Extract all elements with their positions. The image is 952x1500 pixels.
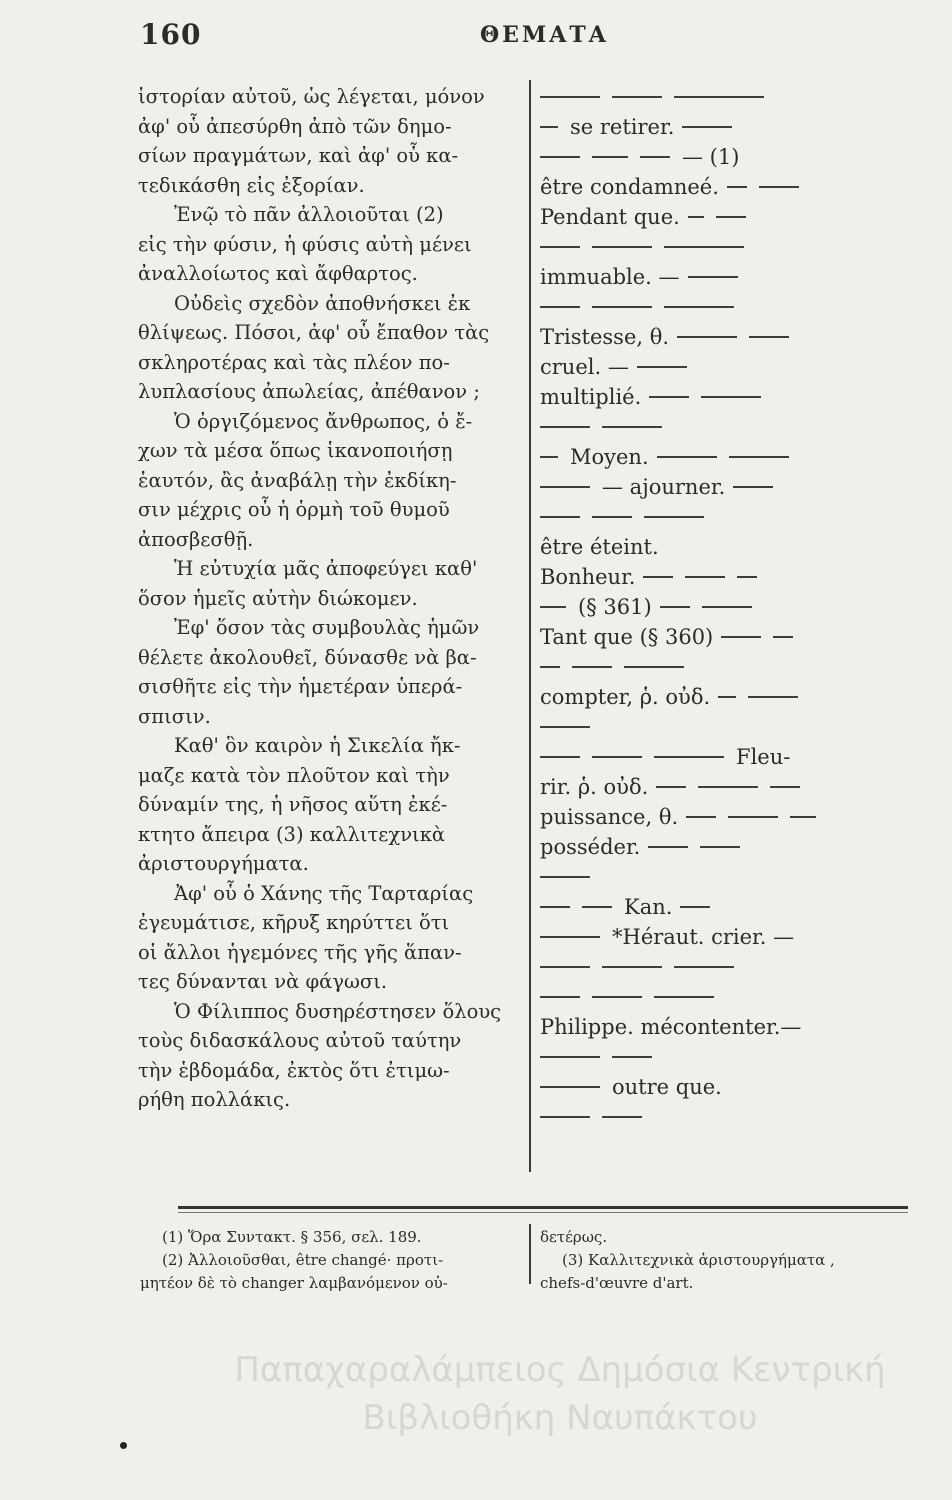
vocab-line — [540, 472, 910, 502]
vocab-line — [540, 832, 910, 862]
blank-dash — [540, 756, 580, 758]
blank-dash — [592, 306, 652, 308]
vocab-line — [540, 802, 910, 832]
blank-dash — [657, 456, 717, 458]
blank-dash — [677, 336, 737, 338]
ink-dot — [120, 1442, 127, 1449]
blank-dash — [660, 606, 690, 608]
vocab-text: Philippe. mécontenter.— — [540, 1015, 802, 1039]
vocab-line — [540, 622, 910, 652]
blank-dash — [644, 516, 704, 518]
text-line: δύναμίν της, ἡ νῆσος αὕτη ἐκέ- — [138, 793, 448, 816]
blank-dash — [759, 186, 799, 188]
blank-dash — [592, 516, 632, 518]
blank-dash — [540, 936, 600, 938]
blank-dash — [540, 246, 580, 248]
footnotes-left — [140, 1226, 520, 1295]
text-line: μαζε κατὰ τὸν πλοῦτον καὶ τὴν — [138, 763, 450, 787]
text-line: τὴν ἑβδομάδα, ἐκτὸς ὅτι ἐτιμω- — [138, 1058, 450, 1082]
text-line: ἱστορίαν αὐτοῦ, ὡς λέγεται, μόνον — [138, 85, 485, 108]
blank-dash — [698, 786, 758, 788]
blank-dash — [718, 696, 736, 698]
blank-dash — [540, 306, 580, 308]
blank-dash — [770, 786, 800, 788]
text-line: Ἐνῷ τὸ πᾶν ἀλλοιοῦται (2) — [174, 203, 444, 226]
vocab-text: Moyen. — [570, 445, 649, 469]
blank-dash — [540, 1056, 600, 1058]
blank-dash — [749, 336, 789, 338]
blank-dash — [648, 846, 688, 848]
blank-dash — [727, 186, 747, 188]
blank-dash — [664, 246, 744, 248]
blank-dash — [680, 906, 710, 908]
blank-dash — [572, 666, 612, 668]
blank-dash — [602, 966, 662, 968]
blank-dash — [540, 666, 560, 668]
text-line: Ἀφ' οὗ ὁ Χάνης τῆς Ταρταρίας — [174, 881, 474, 905]
blank-dash — [773, 636, 793, 638]
text-line: χων τὰ μέσα ὅπως ἱκανοποιήσῃ — [138, 439, 453, 462]
text-line: ἀναλλοίωτος καὶ ἄφθαρτος. — [138, 262, 418, 285]
blank-dash — [728, 816, 778, 818]
text-line: οἱ ἄλλοι ἡγεμόνες τῆς γῆς ἅπαν- — [138, 940, 462, 964]
vocab-line — [540, 952, 910, 982]
blank-dash — [654, 756, 724, 758]
blank-dash — [592, 156, 628, 158]
vocab-text: *Héraut. crier. — — [612, 925, 795, 949]
blank-dash — [540, 156, 580, 158]
vocab-text: cruel. — — [540, 355, 629, 379]
blank-dash — [602, 426, 662, 428]
vocab-line — [540, 592, 910, 622]
vocab-line — [540, 292, 910, 322]
footnote-divider — [529, 1224, 531, 1284]
blank-dash — [729, 456, 789, 458]
text-line: Ἡ εὐτυχία μᾶς ἀποφεύγει καθ' — [174, 557, 478, 580]
text-line: ἀριστουργήματα. — [138, 852, 309, 875]
vocab-line — [540, 1012, 910, 1042]
text-line: ἑαυτόν, ἂς ἀναβάλῃ τὴν ἐκδίκη- — [138, 468, 457, 492]
blank-dash — [688, 276, 738, 278]
text-line: ἐγευμάτισε, κῆρυξ κηρύττει ὅτι — [138, 911, 450, 934]
vocab-line — [540, 262, 910, 292]
blank-dash — [592, 996, 642, 998]
text-line: chefs-d'œuvre d'art. — [540, 1274, 694, 1292]
blank-dash — [540, 606, 566, 608]
blank-dash — [540, 126, 558, 128]
vocab-text: Fleu- — [736, 745, 791, 769]
vocab-text: outre que. — [612, 1075, 722, 1099]
blank-dash — [790, 816, 816, 818]
blank-dash — [721, 636, 761, 638]
text-line: ἀποσβεσθῇ. — [138, 527, 254, 551]
vocab-text: être éteint. — [540, 535, 659, 559]
vocab-line — [540, 1072, 910, 1102]
blank-dash — [592, 756, 642, 758]
vocab-line — [540, 742, 910, 772]
vocab-line — [540, 1042, 910, 1072]
vocab-text: se retirer. — [570, 115, 675, 139]
blank-dash — [612, 1056, 652, 1058]
blank-dash — [664, 306, 734, 308]
library-watermark-line1: Παπαχαραλάμπειος Δημόσια Κεντρική — [234, 1350, 886, 1390]
vocab-text: posséder. — [540, 835, 641, 859]
vocab-line — [540, 202, 910, 232]
vocab-text: (§ 361) — [578, 595, 652, 619]
text-line: Ὁ ὀργιζόμενος ἄνθρωπος, ὁ ἔ- — [174, 409, 473, 433]
text-line: μητέον δὲ τὸ changer λαμβανόμενον οὐ- — [140, 1274, 448, 1292]
vocab-line — [540, 562, 910, 592]
blank-dash — [686, 816, 716, 818]
text-line: Ἐφ' ὅσον τὰς συμβουλὰς ἡμῶν — [174, 616, 480, 639]
text-line: ἀφ' οὗ ἀπεσύρθη ἀπὸ τῶν δημο- — [138, 114, 452, 138]
blank-dash — [602, 1116, 642, 1118]
text-line: σπισιν. — [138, 704, 211, 728]
vocab-text: Tristesse, θ. — [540, 325, 670, 349]
vocab-line — [540, 532, 910, 562]
vocab-text: multiplié. — [540, 385, 642, 409]
text-line: τοὺς διδασκάλους αὐτοῦ ταύτην — [138, 1029, 462, 1052]
vocab-text: — (1) — [682, 145, 740, 169]
blank-dash — [540, 96, 600, 98]
blank-dash — [540, 726, 590, 728]
text-line: (1) Ὅρα Συντακτ. § 356, σελ. 189. — [162, 1228, 422, 1246]
blank-dash — [716, 216, 746, 218]
text-line: Καθ' ὃν καιρὸν ἡ Σικελία ἤκ- — [174, 734, 461, 757]
blank-dash — [748, 696, 798, 698]
vocab-text: être condamneé. — [540, 175, 719, 199]
text-line: ὅσον ἡμεῖς αὐτὴν διώκομεν. — [138, 586, 418, 610]
vocab-text: Bonheur. — [540, 565, 636, 589]
vocab-line — [540, 772, 910, 802]
blank-dash — [540, 1116, 590, 1118]
blank-dash — [582, 906, 612, 908]
text-line: εἰς τὴν φύσιν, ἡ φύσις αὐτὴ μένει — [138, 232, 472, 256]
text-line: κτητο ἄπειρα (3) καλλιτεχνικὰ — [138, 822, 446, 846]
text-line: σκληροτέρας καὶ τὰς πλέον πο- — [138, 350, 450, 374]
blank-dash — [649, 396, 689, 398]
vocab-text: Pendant que. — [540, 205, 680, 229]
footnote-rule — [178, 1206, 908, 1209]
blank-dash — [540, 876, 590, 878]
blank-dash — [540, 906, 570, 908]
blank-dash — [624, 666, 684, 668]
vocab-text: — ajourner. — [602, 475, 726, 499]
vocab-text: compter, ῥ. οὐδ. — [540, 685, 711, 709]
text-line: τες δύνανται νὰ φάγωσι. — [138, 970, 388, 993]
blank-dash — [540, 966, 590, 968]
running-head: ΘΕΜΑΤΑ — [480, 22, 609, 48]
blank-dash — [640, 156, 670, 158]
blank-dash — [737, 576, 757, 578]
blank-dash — [540, 1086, 600, 1088]
footnote-rule-thin — [178, 1212, 908, 1213]
column-divider — [529, 80, 531, 1172]
text-line: σισθῆτε εἰς τὴν ἡμετέραν ὑπερά- — [138, 675, 463, 698]
blank-dash — [643, 576, 673, 578]
page-header — [140, 18, 840, 58]
blank-dash — [701, 396, 761, 398]
blank-dash — [540, 456, 558, 458]
vocab-text: rir. ῥ. οὐδ. — [540, 775, 649, 799]
blank-dash — [612, 96, 662, 98]
vocab-line — [540, 352, 910, 382]
blank-dash — [733, 486, 773, 488]
vocab-line — [540, 862, 910, 892]
text-line: ρήθη πολλάκις. — [138, 1088, 291, 1111]
blank-dash — [682, 126, 732, 128]
page-number: 160 — [140, 18, 202, 51]
footnotes-right — [540, 1226, 920, 1295]
text-line: δετέρως. — [540, 1228, 608, 1246]
blank-dash — [656, 786, 686, 788]
vocab-line — [540, 1102, 910, 1132]
text-line: (2) Ἀλλοιοῦσθαι, être changé· προτι- — [162, 1251, 444, 1269]
blank-dash — [540, 426, 590, 428]
blank-dash — [540, 516, 580, 518]
vocab-line — [540, 922, 910, 952]
blank-dash — [540, 996, 580, 998]
vocab-line — [540, 442, 910, 472]
vocab-line — [540, 82, 910, 112]
vocab-line — [540, 892, 910, 922]
blank-dash — [637, 366, 687, 368]
blank-dash — [702, 606, 752, 608]
text-line: (3) Καλλιτεχνικὰ ἀριστουργήματα , — [562, 1251, 835, 1269]
text-line: σιν μέχρις οὗ ἡ ὁρμὴ τοῦ θυμοῦ — [138, 498, 450, 521]
vocab-text: Kan. — [624, 895, 673, 919]
blank-dash — [654, 996, 714, 998]
vocab-line — [540, 502, 910, 532]
greek-text-column — [138, 82, 516, 1115]
text-line: Οὐδεὶς σχεδὸν ἀποθνήσκει ἐκ — [174, 291, 471, 315]
vocab-line — [540, 682, 910, 712]
vocab-text: Tant que (§ 360) — [540, 625, 714, 649]
vocab-line — [540, 112, 910, 142]
french-vocabulary-column — [540, 82, 910, 1132]
blank-dash — [685, 576, 725, 578]
blank-dash — [540, 486, 590, 488]
text-line: λυπλασίους ἀπωλείας, ἀπέθανον ; — [138, 380, 480, 403]
vocab-line — [540, 142, 910, 172]
vocab-line — [540, 322, 910, 352]
blank-dash — [700, 846, 740, 848]
vocab-line — [540, 982, 910, 1012]
text-line: τεδικάσθη εἰς ἐξορίαν. — [138, 173, 365, 197]
blank-dash — [688, 216, 704, 218]
text-line: σίων πραγμάτων, καὶ ἀφ' οὗ κα- — [138, 144, 459, 167]
vocab-line — [540, 712, 910, 742]
vocab-line — [540, 382, 910, 412]
text-line: Ὁ Φίλιππος δυσηρέστησεν ὅλους — [174, 999, 502, 1023]
vocab-line — [540, 412, 910, 442]
text-line: θέλετε ἀκολουθεῖ, δύνασθε νὰ βα- — [138, 645, 477, 669]
vocab-text: immuable. — — [540, 265, 680, 289]
library-watermark-line2: Βιβλιοθήκη Ναυπάκτου — [362, 1398, 758, 1438]
vocab-line — [540, 652, 910, 682]
text-line: θλίψεως. Πόσοι, ἀφ' οὗ ἔπαθον τὰς — [138, 321, 490, 344]
blank-dash — [674, 966, 734, 968]
blank-dash — [592, 246, 652, 248]
blank-dash — [674, 96, 764, 98]
vocab-line — [540, 172, 910, 202]
vocab-text: puissance, θ. — [540, 805, 679, 829]
vocab-line — [540, 232, 910, 262]
